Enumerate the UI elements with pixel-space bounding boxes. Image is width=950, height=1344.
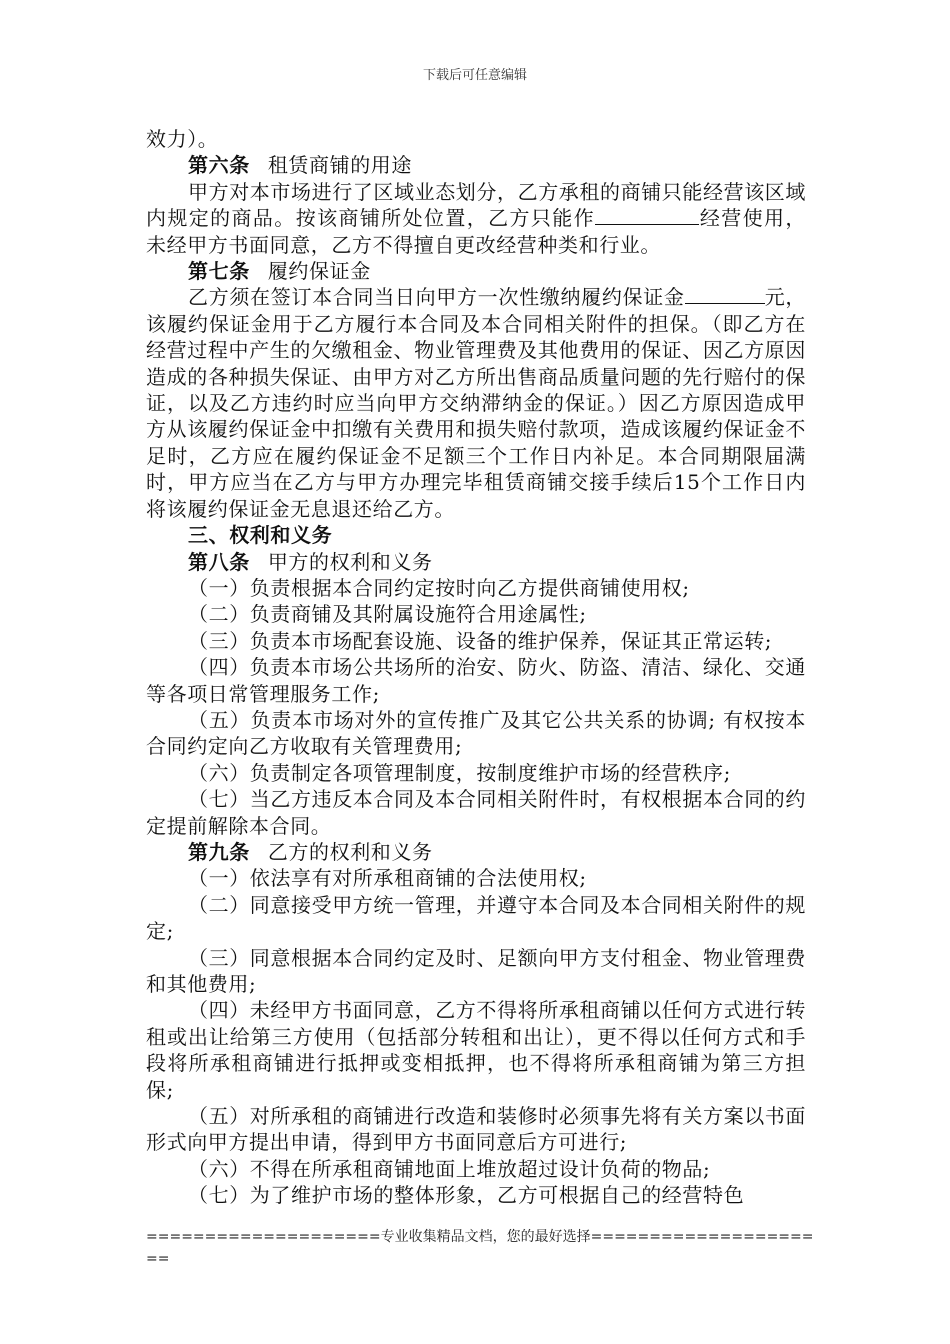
article-7-text-2: 元，该履约保证金用于乙方履行本合同及本合同相关附件的担保。（即乙方在经营过程中产生的欠缴租金、物业管理费及其他费用的保证、因乙方原因造成的各种损失保证、由甲方对乙方所出售商品质量问题的先行赔付的保证，以及乙方违约时应当向甲方交纳滞纳金的保证。）因乙方原因造成甲方从该履约保证金中扣缴有关费用和损失赔付款项，造成该履约保证金不足时，乙方应在履约保证金不足额三个工作日内补足。本合同期限届满时，甲方应当在乙方与甲方办理完毕租赁商铺交接手续后15个工作日内将该履约保证金无息退还给乙方。	[146, 285, 806, 521]
article-9-item: （六）不得在所承租商铺地面上堆放超过设计负荷的物品;	[188, 1156, 711, 1181]
article-7-text-1: 乙方须在签订本合同当日向甲方一次性缴纳履约保证金	[188, 285, 685, 310]
page-footer: ====================专业收集精品文档，您的最好选择=====================	[146, 1229, 814, 1267]
section-3-heading: 三、权利和义务	[188, 523, 333, 548]
article-6-body	[146, 179, 806, 258]
page-header: 下载后可任意编辑	[422, 68, 527, 83]
article-8-item: （七）当乙方违反本合同及本合同相关附件时，有权根据本合同的约定提前解除本合同。	[146, 787, 806, 838]
paragraph-continuation: 效力）。	[146, 127, 219, 151]
article-9-item: （一）依法享有对所承租商铺的合法使用权;	[188, 866, 587, 891]
article-8-heading	[146, 549, 806, 575]
article-8-item: （三）负责本市场配套设施、设备的维护保养，保证其正常运转;	[188, 628, 773, 653]
business-type-blank[interactable]	[595, 206, 699, 225]
article-9-heading	[146, 839, 806, 865]
article-6-text-2: 经营使用，未经甲方书面同意，乙方不得擅自更改经营种类和行业。	[146, 206, 806, 257]
article-8-title: 甲方的权利和义务	[267, 549, 433, 574]
document-body	[146, 126, 806, 1209]
article-9-item: （七）为了维护市场的整体形象，乙方可根据自己的经营特色	[188, 1183, 745, 1208]
article-8-number: 第八条	[188, 549, 250, 574]
article-9-item: （三）同意根据本合同约定及时、足额向甲方支付租金、物业管理费和其他费用;	[146, 945, 806, 996]
article-7-number: 第七条	[188, 259, 250, 284]
article-6-text-1: 甲方对本市场进行了区域业态划分，乙方承租的商铺只能经营该区域内规定的商品。按该商铺所处位置，乙方只能作	[146, 179, 806, 231]
article-7-body	[146, 284, 806, 522]
article-8-item: （四）负责本市场公共场所的治安、防火、防盗、清洁、绿化、交通等各项日常管理服务工作;	[146, 655, 806, 706]
article-8-item: （五）负责本市场对外的宣传推广及其它公共关系的协调; 有权按本合同约定向乙方收取有关管理费用;	[146, 707, 806, 759]
article-9-item: （二）同意接受甲方统一管理，并遵守本合同及本合同相关附件的规定;	[146, 892, 806, 944]
article-8-item: （二）负责商铺及其附属设施符合用途属性;	[188, 602, 587, 627]
article-7-title: 履约保证金	[267, 259, 371, 284]
deposit-amount-blank[interactable]	[685, 285, 765, 304]
article-9-number: 第九条	[188, 839, 250, 864]
article-9-title: 乙方的权利和义务	[267, 839, 433, 864]
article-6-heading	[146, 152, 806, 178]
article-8-item: （六）负责制定各项管理制度，按制度维护市场的经营秩序;	[188, 760, 731, 785]
article-9-item: （五）对所承租的商铺进行改造和装修时必须事先将有关方案以书面形式向甲方提出申请，得到甲方书面同意后方可进行;	[146, 1104, 806, 1155]
article-9-item: （四）未经甲方书面同意，乙方不得将所承租商铺以任何方式进行转租或出让给第三方使用（包括部分转租和出让），更不得以任何方式和手段将所承租商铺进行抵押或变相抵押，也不得将所承租商铺为第三方担保;	[146, 998, 806, 1102]
article-8-item: （一）负责根据本合同约定按时向乙方提供商铺使用权;	[188, 575, 690, 600]
article-6-number: 第六条	[188, 153, 250, 178]
article-7-heading	[146, 258, 806, 284]
article-6-title: 租赁商铺的用途	[267, 153, 413, 178]
